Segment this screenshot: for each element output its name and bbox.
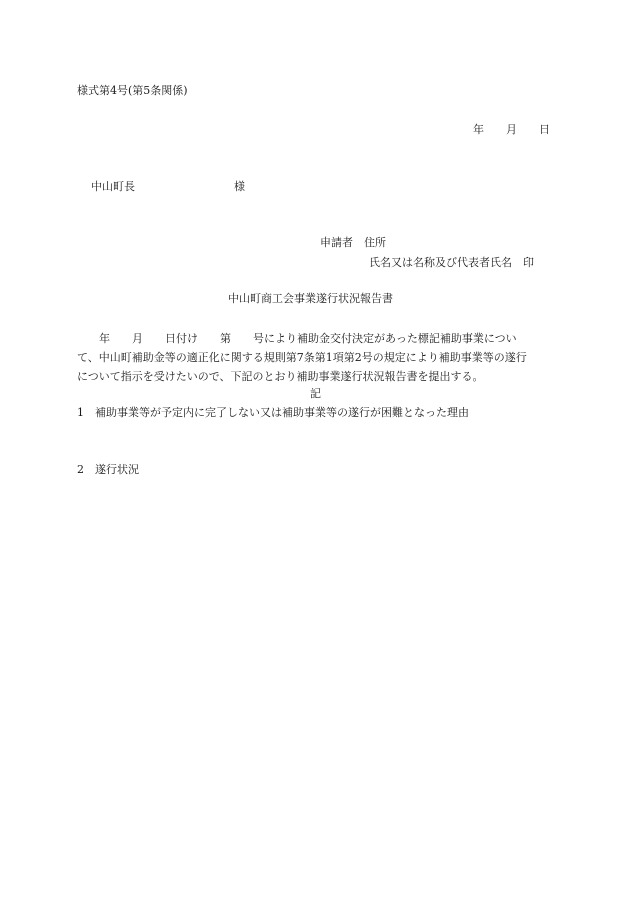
body-line-1: 年 月 日付け 第 号により補助金交付決定があった標記補助事業につい [77, 332, 517, 345]
body-line-3: について指示を受けたいので、下記のとおり補助事業遂行状況報告書を提出する。 [77, 370, 484, 383]
ki-heading: 記 [310, 387, 321, 400]
form-number: 様式第4号(第5条関係) [77, 84, 188, 97]
applicant-name-label: 氏名又は名称及び代表者氏名 印 [369, 256, 534, 269]
body-paragraph [77, 329, 557, 386]
date-line: 年 月 日 [473, 123, 550, 136]
document-title: 中山町商工会事業遂行状況報告書 [228, 292, 393, 305]
body-line-2: て、中山町補助金等の適正化に関する規則第7条第1項第2号の規定により補助事業等の遂行 [77, 351, 527, 364]
item-1: 1 補助事業等が予定内に完了しない又は補助事業等の遂行が困難となった理由 [77, 406, 469, 419]
item-2: 2 遂行状況 [77, 463, 139, 476]
addressee: 中山町長 様 [91, 180, 245, 193]
applicant-address-label: 申請者 住所 [320, 236, 386, 249]
